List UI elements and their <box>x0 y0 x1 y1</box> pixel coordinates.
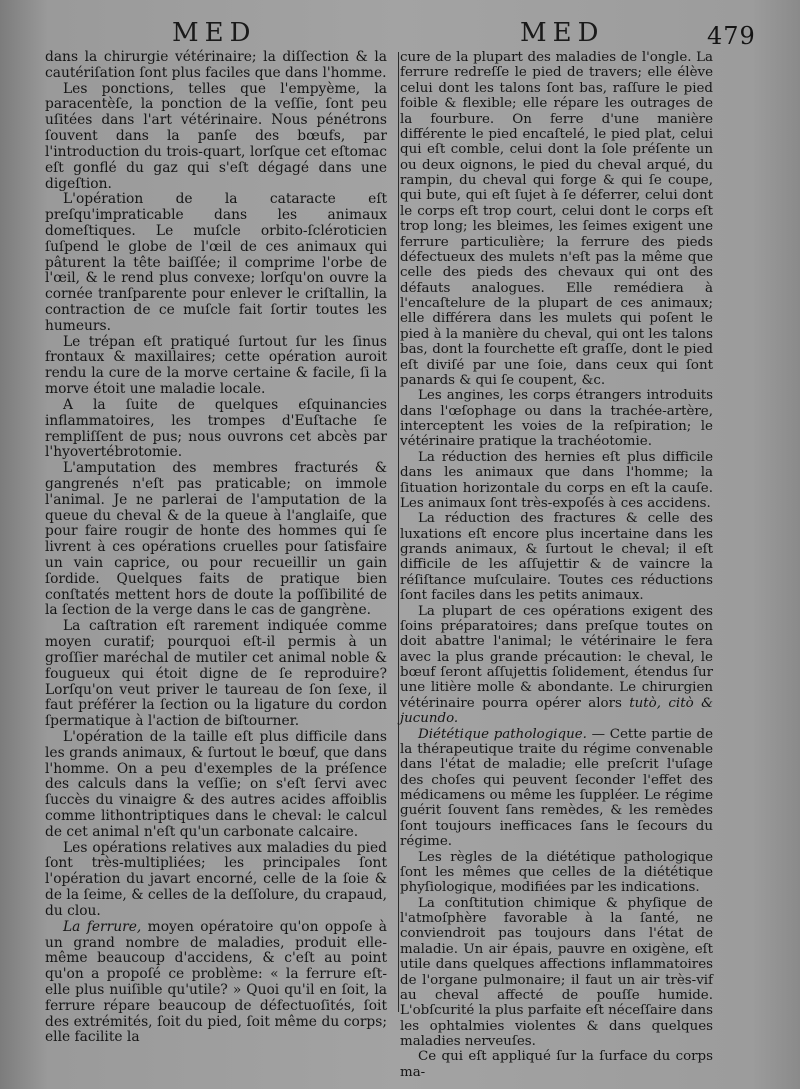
paragraph <box>45 730 387 841</box>
paragraph-text: Les opérations relatives aux maladies du pied ſont très-multipliées; les principales ſont l'opération du javart encorné, celle de la ſoie & de la ſeime, & celles de la deſſolure, du crapaud, du clou. <box>45 839 387 919</box>
paragraph <box>45 841 387 920</box>
paragraph-text: La réduction des hernies eſt plus difficile dans les animaux que dans l'homme; la ſituation horizontale du corps en eſt la cauſe. Les animaux ſont très-expoſés à ces accidens. <box>400 449 713 511</box>
paragraph-text: Le trépan eſt pratiqué ſurtout ſur les ſinus frontaux & maxillaires; cette opération auroit rendu la cure de la morve certaine & facile, ſi la morve étoit une maladie locale. <box>45 333 387 398</box>
paragraph-text: Les angines, les corps étrangers introduits dans l'œſophage ou dans la trachée-artère, interceptent les voies de la reſpiration; le vétérinaire pratique la trachéotomie. <box>400 388 713 450</box>
paragraph <box>400 511 713 603</box>
paragraph-text: Ce qui eſt appliqué ſur la ſurface du corps ma- <box>400 1049 713 1080</box>
paragraph <box>400 850 713 896</box>
paragraph-text: La réduction des fractures & celle des luxations eſt encore plus incertaine dans les grands animaux, & ſurtout le cheval; il eſt difficile de les aſſujettir & de vaincre la réſiſtance muſculaire. Toutes ces réductions ſont faciles dans les petits animaux. <box>400 511 713 604</box>
paragraph <box>400 450 713 512</box>
paragraph-text: — Cette partie de la thérapeutique traite du régime convenable dans l'état de maladie; elle preſcrit l'uſage des choſes qui peuvent ſeconder l'effet des médicamens ou même les ſuppléer. Le régime guérit ſouvent ſans remèdes, & les remèdes ſont toujours inefficaces ſans le ſecours du régime. <box>400 726 713 850</box>
paragraph <box>400 388 713 450</box>
paragraph <box>400 896 713 1050</box>
paragraph-text: A la ſuite de quelques eſquinancies inflammatoires, les trompes d'Euſtache ſe rempliſſent de pus; nous ouvrons cet abcès par l'hyovertébrotomie. <box>45 396 387 461</box>
left-column <box>45 50 387 1046</box>
italic-lead: La ferrure, <box>63 918 142 935</box>
paragraph <box>400 727 713 850</box>
paragraph <box>400 604 713 727</box>
running-title-left: MED <box>172 18 257 48</box>
page-number: 479 <box>707 22 756 50</box>
paragraph-text: Les ponctions, telles que l'empyème, la paracentèſe, la ponction de la veſſie, ſont peu uſitées dans l'art vétérinaire. Nous pénétrons ſouvent dans la panſe des bœufs, par l'introduction du trois-quart, lorſque cet eſtomac eſt gonflé du gaz qui s'eſt dégagé dans une digeſtion. <box>45 80 387 192</box>
paragraph <box>45 461 387 619</box>
paragraph-text: La conſtitution chimique & phyſique de l'atmoſphère favorable à la ſanté, ne conviendroit pas toujours dans l'état de maladie. Un air épais, pauvre en oxigène, eſt utile dans quelques affections inflammatoires de l'organe pulmonaire; il faut un air très-vif au cheval affecté de pouſſe humide. L'obſcurité la plus parfaite eſt néceſſaire dans les ophtalmies violentes & dans quelques maladies nerveuſes. <box>400 895 713 1049</box>
paragraph-text: L'opération de la taille eſt plus difficile dans les grands animaux, & ſurtout le bœuf, que dans l'homme. On a peu d'exemples de la préſence des calculs dans la veſſie; on s'eſt ſervi avec ſuccès du vinaigre & des autres acides affoiblis comme lithontriptiques dans le cheval: le calcul de cet animal n'eſt qu'un carbonate calcaire. <box>45 728 387 840</box>
paragraph-text: cure de la plupart des maladies de l'ongle. La ferrure redreſſe le pied de travers; elle élève celui dont les talons ſont bas, raſſure le pied foible & flexible; elle répare les outrages de la fourbure. On ferre d'une manière différente le pied encaſtelé, le pied plat, celui qui eſt comble, celui dont la ſole préſente un ou deux oignons, le pied du cheval arqué, du rampin, du cheval qui forge & qui ſe coupe, qui bute, qui eſt ſujet à ſe déferrer, celui dont le corps eſt trop court, celui dont le corps eſt trop long; les bleimes, les ſeimes exigent une ferrure particulière; la ferrure des pieds défectueux des mulets n'eſt pas la même que celle des pieds des chevaux qui ont des défauts analogues. Elle remédiera à l'encaſtelure de la plupart de ces animaux; elle différera dans les mulets qui poſent le pied à la manière du cheval, qui ont les talons bas, dont la fourchette eſt graſſe, dont le pied eſt diviſé par une ſoie, dans ceux qui ſont panards & qui ſe coupent, &c. <box>400 50 713 388</box>
paragraph <box>45 398 387 461</box>
paragraph-text: Les règles de la diététique pathologique ſont les mêmes que celles de la diététique phyſiologique, modifiées par les indications. <box>400 849 713 896</box>
paragraph <box>45 920 387 1047</box>
paragraph-text: La plupart de ces opérations exigent des ſoins préparatoires; dans preſque toutes on doit abattre l'animal; le vétérinaire le fera avec la plus grande précaution: le cheval, le bœuf ſeront aſſujettis ſolidement, étendus ſur une litière molle & abondante. Le chirurgien vétérinaire pourra opérer alors <box>400 603 713 711</box>
paragraph <box>400 1049 713 1080</box>
paragraph <box>45 335 387 398</box>
column-divider <box>398 52 399 1012</box>
paragraph-text: dans la chirurgie vétérinaire; la diſſection & la cautériſation ſont plus faciles que dans l'homme. <box>45 49 387 81</box>
paragraph-text: L'amputation des membres fracturés & gangrenés n'eſt pas praticable; on immole l'animal. Je ne parlerai de l'amputation de la queue du cheval & de la queue à l'anglaiſe, que pour faire rougir de honte des hommes qui ſe livrent à ces opérations cruelles pour ſatisfaire un vain caprice, ou pour recueillir un gain ſordide. Quelques faits de pratique bien conſtatés mettent hors de doute la poſſibilité de la ſection de la verge dans le cas de gangrène. <box>45 460 387 619</box>
paragraph <box>45 619 387 730</box>
running-header <box>0 18 800 52</box>
paragraph <box>45 50 387 82</box>
paragraph-text: La caſtration eſt rarement indiquée comme moyen curatif; pourquoi eſt-il permis à un groſſier maréchal de mutiler cet animal noble & fougueux qui étoit digne de ſe reproduire? Lorſqu'on veut priver le taureau de ſon ſexe, il faut préférer la ſection ou la ligature du cordon ſpermatique à l'action de biſtourner. <box>45 618 387 730</box>
italic-phrase: tutò, citò & jucundo. <box>400 695 713 727</box>
running-title-right: MED <box>520 18 605 48</box>
paragraph <box>45 192 387 334</box>
paragraph <box>400 50 713 388</box>
paragraph-text: L'opération de la cataracte eſt preſqu'impraticable dans les animaux domeſtiques. Le muſcle orbito-ſcléroticien ſuſpend le globe de l'œil de ces animaux qui pâturent la tête baiſſée; il comprime l'orbe de l'œil, & le rend plus convexe; lorſqu'on ouvre la cornée tranſparente pour enlever le criſtallin, la contraction de ce muſcle fait ſortir toutes les humeurs. <box>45 191 387 334</box>
right-column <box>400 50 713 1080</box>
italic-lead: Diététique pathologique. <box>418 726 587 742</box>
paragraph-text: moyen opératoire qu'on oppoſe à un grand nombre de maladies, produit elle-même beaucoup d'accidens, & c'eſt au point qu'on a propoſé ce problème: « la ferrure eſt-elle plus nuiſible qu'utile? » Quoi qu'il en ſoit, la ferrure répare beaucoup de défectuoſités, ſoit des extrémités, ſoit du pied, ſoit même du corps; elle facilite la <box>45 918 387 1046</box>
paragraph <box>45 82 387 193</box>
